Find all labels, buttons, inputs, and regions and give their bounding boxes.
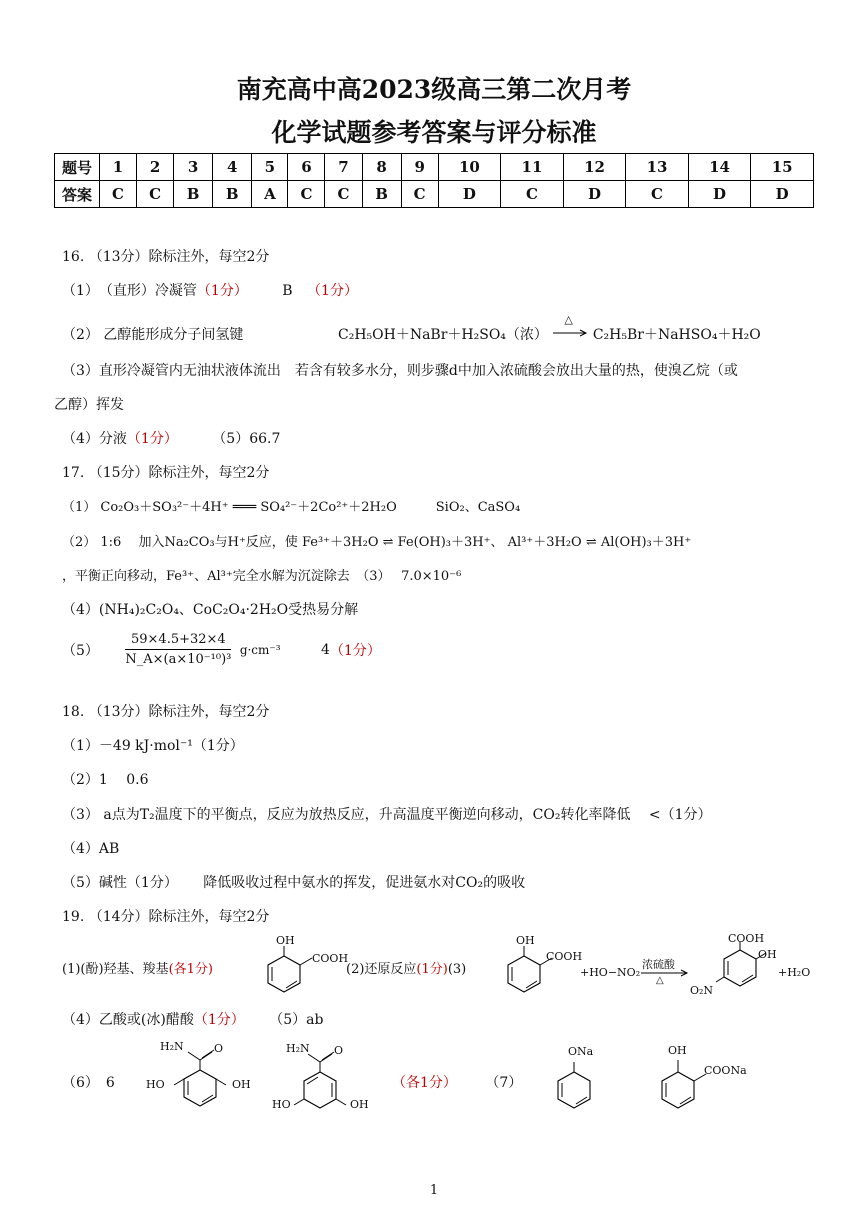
fraction-numerator: 59×4.5+32×4	[125, 632, 231, 650]
arrow-icon	[640, 968, 690, 978]
answer-cell: D	[688, 181, 751, 208]
q16-heading: 16. （13分）除标注外，每空2分	[62, 249, 270, 265]
q17-heading: 17. （15分）除标注外，每空2分	[62, 465, 270, 481]
question-number-cell: 11	[501, 154, 564, 181]
answer-cell: C	[100, 181, 137, 208]
page-number: 1	[429, 1183, 439, 1198]
row-label: 答案	[55, 181, 100, 208]
answer-cell: D	[751, 181, 814, 208]
salicylic-acid-structure-2	[500, 934, 590, 1000]
coona-label: COONa	[704, 1064, 747, 1077]
nitro-label: O₂N	[690, 984, 714, 997]
q19-line6-note	[392, 1072, 522, 1092]
text: （5）66.7	[212, 431, 281, 447]
hydroxy-label: OH	[232, 1078, 251, 1091]
oxygen-label: O	[214, 1042, 224, 1055]
cooh-label: COOH	[728, 932, 765, 945]
q18-line5: （5）碱性（1分） 降低吸收过程中氨水的挥发，促进氨水对CO₂的吸收	[62, 875, 526, 891]
hydroxy-label: OH	[350, 1098, 369, 1111]
table-row-numbers	[55, 154, 814, 181]
q16-line2	[62, 313, 761, 344]
q18-line3: （3） a点为T₂温度下的平衡点，反应为放热反应，升高温度平衡逆向移动，CO₂转化率降低 <（1分）	[62, 807, 712, 823]
answer-cell: B	[362, 181, 401, 208]
question-number-cell: 13	[626, 154, 689, 181]
q19-line4	[62, 1009, 323, 1029]
q19-line1	[62, 958, 213, 977]
q19-line1-mid	[346, 958, 466, 977]
text: (2)还原反应	[346, 962, 417, 977]
text: （4）乙酸或(冰)醋酸	[62, 1012, 194, 1028]
question-number-cell: 14	[688, 154, 751, 181]
answer-cell: C	[325, 181, 362, 208]
question-number-cell: 9	[401, 154, 438, 181]
oh-label: OH	[516, 934, 535, 947]
text: B	[282, 283, 293, 299]
text: (1)(酚)羟基、羧基	[62, 962, 169, 977]
text: （4）分液	[62, 431, 127, 447]
text: （5）ab	[269, 1012, 324, 1028]
text: （1） （直形）冷凝管	[62, 283, 197, 299]
oh-label: OH	[758, 948, 777, 961]
q18-line2: （2）1 0.6	[62, 772, 149, 788]
q18-line1: （1）－49 kJ·mol⁻¹（1分）	[62, 738, 244, 754]
question-number-cell: 15	[751, 154, 814, 181]
answer-cell: C	[288, 181, 325, 208]
products: C₂H₅Br＋NaHSO₄＋H₂O	[592, 327, 761, 343]
heat-symbol: △	[656, 975, 664, 986]
answer-cell: D	[438, 181, 501, 208]
q19-line6: （6） 6	[62, 1075, 115, 1091]
fraction-denominator: N_A×(a×10⁻¹⁰)³	[125, 652, 232, 667]
answer-cell: C	[626, 181, 689, 208]
q17-line1: （1） Co₂O₃＋SO₃²⁻＋4H⁺ ═══ SO₄²⁻＋2Co²⁺＋2H₂O SiO₂、CaSO₄	[62, 500, 521, 515]
page-subtitle: 化学试题参考答案与评分标准	[271, 118, 597, 147]
oh-label: OH	[276, 934, 295, 947]
hydroxy-label: HO	[146, 1078, 165, 1091]
score-note: （1分）	[307, 283, 358, 299]
score-note: （1分）	[126, 431, 178, 447]
answer-cell: A	[252, 181, 288, 208]
score-note: （1分）	[196, 283, 248, 299]
text: （5）	[62, 642, 99, 659]
question-number-cell: 7	[325, 154, 362, 181]
q18-line4: （4）AB	[62, 841, 120, 857]
ona-label: ONa	[568, 1045, 594, 1058]
equation	[338, 313, 761, 344]
unit: g·cm⁻³	[239, 642, 281, 657]
question-number-cell: 12	[563, 154, 626, 181]
answer-cell: B	[213, 181, 252, 208]
water-label: +H₂O	[778, 966, 811, 979]
q16-line3b: 乙醇）挥发	[54, 397, 124, 413]
score-note: (各1分)	[168, 962, 213, 977]
text: （7）	[485, 1075, 523, 1091]
oxygen-label: O	[334, 1044, 344, 1057]
cooh-label: COOH	[546, 950, 583, 963]
answer-cell: C	[137, 181, 174, 208]
question-number-cell: 2	[137, 154, 174, 181]
text: （2） 乙醇能形成分子间氢键	[62, 327, 244, 343]
table-row-answers	[55, 181, 814, 208]
text: 4	[321, 641, 330, 658]
answer-cell: C	[501, 181, 564, 208]
answer-cell: B	[174, 181, 213, 208]
question-number-cell: 5	[252, 154, 288, 181]
question-number-cell: 6	[288, 154, 325, 181]
reactants: C₂H₅OH＋NaBr＋H₂SO₄（浓）	[338, 327, 548, 343]
q17-line4: （4）(NH₄)₂C₂O₄、CoC₂O₄·2H₂O受热易分解	[62, 602, 359, 618]
question-number-cell: 1	[100, 154, 137, 181]
oh-label: OH	[668, 1044, 687, 1057]
score-note: （1分）	[329, 642, 381, 659]
q16-line3: （3）直形冷凝管内无油状液体流出 若含有较多水分，则步骤d中加入浓硫酸会放出大量的热，使溴乙烷（或	[62, 363, 738, 379]
score-note: (1分)	[416, 962, 448, 977]
question-number-cell: 10	[438, 154, 501, 181]
score-note: （1分）	[193, 1012, 245, 1028]
question-number-cell: 3	[174, 154, 213, 181]
q18-heading: 18. （13分）除标注外，每空2分	[62, 704, 270, 720]
answer-cell: D	[563, 181, 626, 208]
hydroxy-label: HO	[272, 1098, 291, 1111]
question-number-cell: 4	[213, 154, 252, 181]
score-note: （各1分）	[392, 1075, 457, 1091]
q17-line2: （2） 1:6 加入Na₂CO₃与H⁺反应，使 Fe³⁺＋3H₂O ⇌ Fe(OH)₃＋3H⁺、 Al³⁺＋3H₂O ⇌ Al(OH)₃＋3H⁺	[62, 535, 692, 550]
cooh-label: COOH	[312, 952, 349, 965]
amine-label: H₂N	[286, 1042, 310, 1055]
q16-line4	[62, 428, 280, 448]
nitric-acid-label: +HO−NO₂	[580, 966, 641, 979]
heat-symbol: △	[564, 313, 573, 326]
text: (3)	[447, 962, 467, 977]
condition-label: 浓硫酸	[642, 958, 675, 971]
density-fraction	[125, 632, 231, 667]
sodium-salicylate-structure	[650, 1044, 740, 1114]
q19-heading: 19. （14分）除标注外，每空2分	[62, 909, 270, 925]
question-number-cell: 8	[362, 154, 401, 181]
q17-line5	[62, 632, 381, 667]
arrow-icon	[552, 328, 588, 338]
q16-line1	[62, 280, 358, 300]
arrow	[552, 313, 588, 339]
answer-cell: C	[401, 181, 438, 208]
amine-label: H₂N	[160, 1040, 184, 1053]
row-label: 题号	[55, 154, 100, 181]
q17-line2b: ，平衡正向移动，Fe³⁺、Al³⁺完全水解为沉淀除去 （3） 7.0×10⁻⁶	[62, 569, 462, 584]
page-title: 南充高中高2023级高三第二次月考	[236, 75, 632, 104]
salicylic-acid-structure	[258, 934, 348, 1000]
answer-table	[54, 153, 814, 208]
